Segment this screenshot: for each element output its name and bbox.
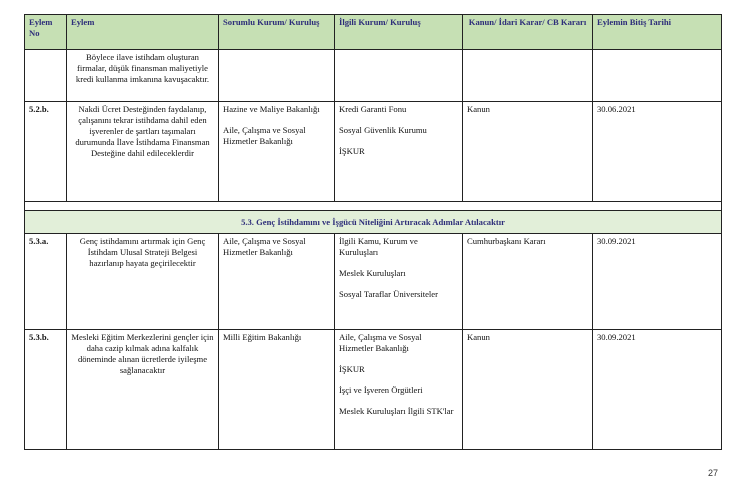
- action-plan-table: [24, 14, 722, 450]
- related-item: İŞKUR: [339, 364, 365, 374]
- row-no: 5.2.b.: [25, 102, 67, 202]
- row-date: 30.09.2021: [593, 234, 722, 330]
- row-action: Böylece ilave istihdam oluşturan firmalar, düşük finansman maliyetiyle kredi kullanma imkanına kavuşacaktır.: [67, 50, 219, 102]
- table-row: [25, 330, 722, 450]
- spacer-cell: [25, 202, 722, 211]
- related-item: Aile, Çalışma ve Sosyal Hizmetler Bakanlığı: [339, 332, 422, 353]
- row-law: [463, 50, 593, 102]
- page-number: 27: [707, 468, 718, 478]
- related-item: Meslek Kuruluşları: [339, 268, 406, 278]
- row-action: Mesleki Eğitim Merkezlerini gençler için daha cazip kılmak adına kalfalık döneminde alınan ücretlerde iyileşme sağlanacaktır: [67, 330, 219, 450]
- responsible-item: Hazine ve Maliye Bakanlığı: [223, 104, 320, 114]
- row-responsible: [219, 50, 335, 102]
- row-no: 5.3.a.: [25, 234, 67, 330]
- header-action: Eylem: [67, 15, 219, 50]
- related-item: Sosyal Taraflar Üniversiteler: [339, 289, 438, 299]
- header-no: Eylem No: [25, 15, 67, 50]
- row-no: 5.3.b.: [25, 330, 67, 450]
- related-item: İşçi ve İşveren Örgütleri: [339, 385, 423, 395]
- row-responsible: [219, 234, 335, 330]
- spacer-row: [25, 202, 722, 211]
- row-date: [593, 50, 722, 102]
- row-action: Nakdi Ücret Desteğinden faydalanıp, çalışanını tekrar istihdama dahil eden işverenler de şartları taşımaları durumunda İlave İstihdama Finansman Desteğine dahil edileceklerdir: [67, 102, 219, 202]
- table-row: [25, 234, 722, 330]
- row-law: Kanun: [463, 102, 593, 202]
- section-title: 5.3. Genç İstihdamını ve İşgücü Niteliğini Artıracak Adımlar Atılacaktır: [25, 211, 722, 234]
- row-law: Kanun: [463, 330, 593, 450]
- related-item: İlgili Kamu, Kurum ve Kuruluşları: [339, 236, 418, 257]
- row-related: [335, 234, 463, 330]
- related-item: Kredi Garanti Fonu: [339, 104, 407, 114]
- header-responsible: Sorumlu Kurum/ Kuruluş: [219, 15, 335, 50]
- related-item: Meslek Kuruluşları İlgili STK'lar: [339, 406, 454, 416]
- row-responsible: [219, 330, 335, 450]
- row-date: 30.09.2021: [593, 330, 722, 450]
- section-row: [25, 211, 722, 234]
- row-action: Genç istihdamını artırmak için Genç İstihdam Ulusal Strateji Belgesi hazırlanıp hayata geçirilecektir: [67, 234, 219, 330]
- header-date: Eylemin Bitiş Tarihi: [593, 15, 722, 50]
- responsible-item: Milli Eğitim Bakanlığı: [223, 332, 302, 342]
- header-law: Kanun/ İdari Karar/ CB Kararı: [463, 15, 593, 50]
- related-item: Sosyal Güvenlik Kurumu: [339, 125, 427, 135]
- table-row: [25, 102, 722, 202]
- row-related: [335, 50, 463, 102]
- row-law: Cumhurbaşkanı Kararı: [463, 234, 593, 330]
- responsible-item: Aile, Çalışma ve Sosyal Hizmetler Bakanlığı: [223, 125, 306, 146]
- row-responsible: [219, 102, 335, 202]
- row-related: [335, 102, 463, 202]
- responsible-item: Aile, Çalışma ve Sosyal Hizmetler Bakanlığı: [223, 236, 306, 257]
- row-related: [335, 330, 463, 450]
- table-header-row: [25, 15, 722, 50]
- related-item: İŞKUR: [339, 146, 365, 156]
- table-row: [25, 50, 722, 102]
- row-date: 30.06.2021: [593, 102, 722, 202]
- row-no: [25, 50, 67, 102]
- header-related: İlgili Kurum/ Kuruluş: [335, 15, 463, 50]
